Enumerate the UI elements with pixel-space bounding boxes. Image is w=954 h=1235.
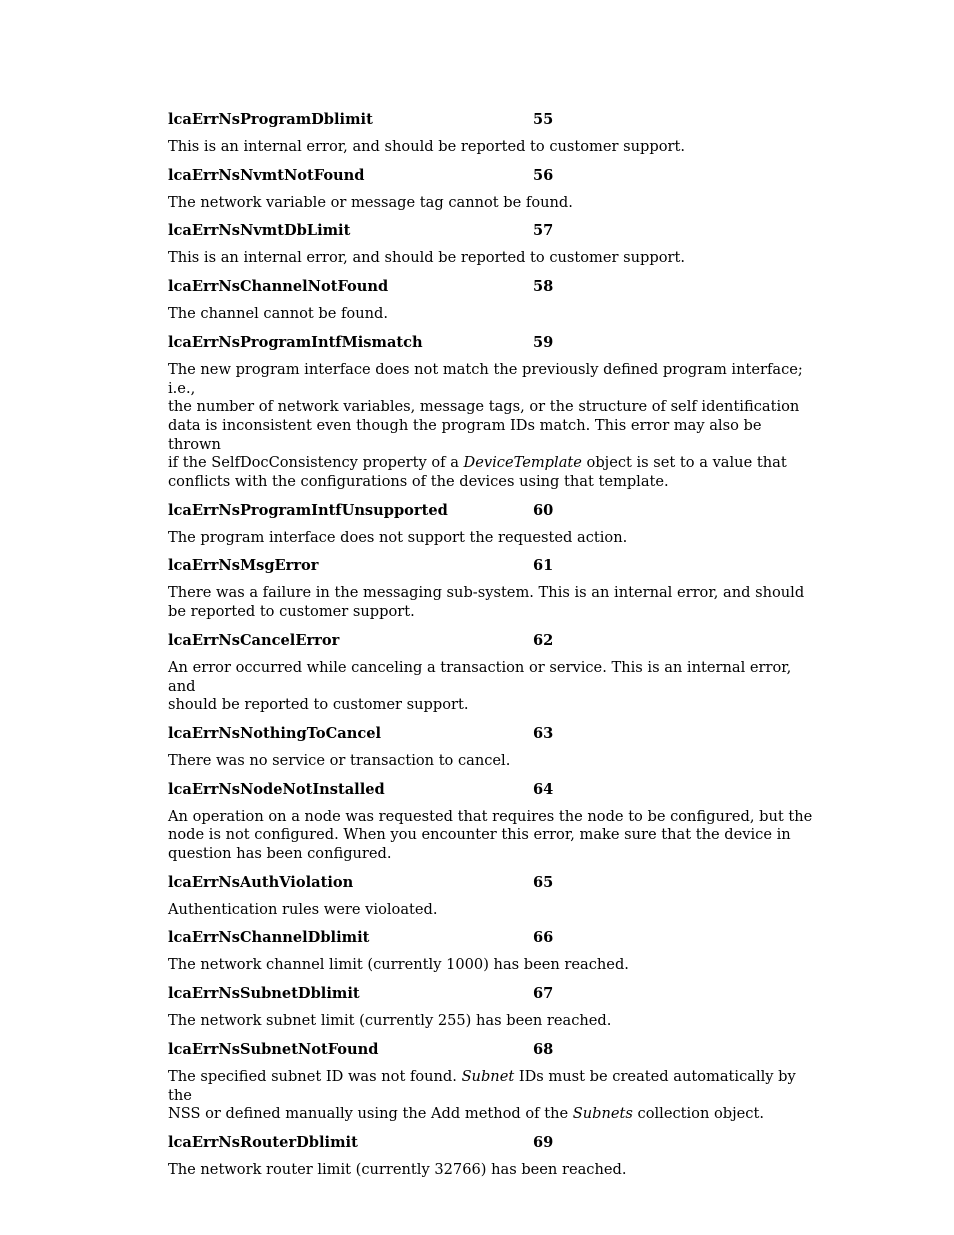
error-entry: [168, 928, 818, 984]
error-code: 69: [533, 1133, 554, 1151]
error-entry: [168, 1040, 818, 1133]
error-name: lcaErrNsChannelNotFound: [168, 278, 389, 296]
error-name: lcaErrNsMsgError: [168, 557, 319, 575]
error-code: 58: [533, 278, 554, 296]
error-description: The network variable or message tag cannot be found.: [168, 193, 573, 211]
error-name: lcaErrNsNothingToCancel: [168, 724, 382, 742]
error-name: lcaErrNsSubnetDblimit: [168, 985, 360, 1003]
error-name: lcaErrNsNvmtDbLimit: [168, 222, 351, 240]
error-code: 59: [533, 333, 554, 351]
error-description: The program interface does not support the requested action.: [168, 528, 628, 546]
error-entry: [168, 110, 818, 166]
error-code: 64: [533, 780, 554, 798]
error-description: This is an internal error, and should be reported to customer support.: [168, 138, 685, 155]
error-description: The specified subnet ID was not found. Subnet IDs must be created automatically by the NSS or defined manually using the Add method of the Subnets collection object.: [168, 1067, 796, 1123]
error-entry: [168, 277, 818, 333]
error-name: lcaErrNsCancelError: [168, 631, 340, 649]
error-entry: [168, 501, 818, 557]
error-name: lcaErrNsNvmtNotFound: [168, 166, 365, 184]
error-name: lcaErrNsProgramDblimit: [168, 111, 373, 128]
error-description: There was a failure in the messaging sub-system. This is an internal error, and should be reported to customer support.: [168, 584, 805, 621]
error-description: The channel cannot be found.: [168, 305, 388, 323]
error-code: 57: [533, 222, 554, 240]
error-entry: [168, 631, 818, 724]
error-entry: [168, 166, 818, 222]
error-name: lcaErrNsSubnetNotFound: [168, 1040, 379, 1058]
error-name: lcaErrNsNodeNotInstalled: [168, 780, 385, 798]
error-entry: [168, 724, 818, 780]
error-name: lcaErrNsProgramIntfUnsupported: [168, 501, 448, 519]
error-entry: [168, 873, 818, 929]
error-name: lcaErrNsProgramIntfMismatch: [168, 333, 423, 351]
error-name: lcaErrNsRouterDblimit: [168, 1133, 358, 1151]
error-description: Authentication rules were violoated.: [168, 900, 438, 918]
error-description: There was no service or transaction to cancel.: [168, 751, 511, 769]
class-name: DeviceTemplate: [463, 454, 582, 472]
error-entry: [168, 333, 818, 501]
error-description: The network router limit (currently 32766) has been reached.: [168, 1160, 627, 1178]
error-description: An operation on a node was requested that requires the node to be configured, but the node is not configured. When you encounter this error, make sure that the device in question has been configured.: [168, 807, 813, 863]
error-code: 61: [533, 557, 554, 575]
error-code: 67: [533, 985, 554, 1003]
error-entry: [168, 221, 818, 277]
error-code: 56: [533, 166, 554, 184]
error-code: 62: [533, 631, 554, 649]
error-name: lcaErrNsChannelDblimit: [168, 929, 370, 947]
error-code: 66: [533, 929, 554, 947]
class-name: Subnet: [461, 1067, 515, 1085]
error-code: 65: [533, 873, 554, 891]
error-entry: [168, 780, 818, 873]
error-description: The new program interface does not match the previously defined program interface; i.e., the number of network variables, message tags, or the structure of self identification data is inconsistent even though the program IDs match. This error may also be thrown if the SelfDocConsistency property of a DeviceTemplate object is set to a value that conflicts with the configurations of the devices using that template.: [168, 360, 803, 491]
error-entry: [168, 556, 818, 630]
error-description: The network subnet limit (currently 255) has been reached.: [168, 1012, 612, 1030]
error-description: This is an internal error, and should be reported to customer support.: [168, 249, 685, 267]
error-description: The network channel limit (currently 1000) has been reached.: [168, 956, 629, 974]
error-description: An error occurred while canceling a transaction or service. This is an internal error, and should be reported to customer support.: [168, 658, 792, 714]
error-code: 63: [533, 724, 554, 742]
error-code: 55: [533, 111, 554, 128]
error-code-list: [168, 110, 818, 1189]
error-name: lcaErrNsAuthViolation: [168, 873, 354, 891]
error-code: 68: [533, 1040, 554, 1058]
error-code: 60: [533, 501, 554, 519]
error-entry: [168, 1133, 818, 1189]
error-entry: [168, 984, 818, 1040]
class-name: Subnets: [572, 1105, 633, 1123]
